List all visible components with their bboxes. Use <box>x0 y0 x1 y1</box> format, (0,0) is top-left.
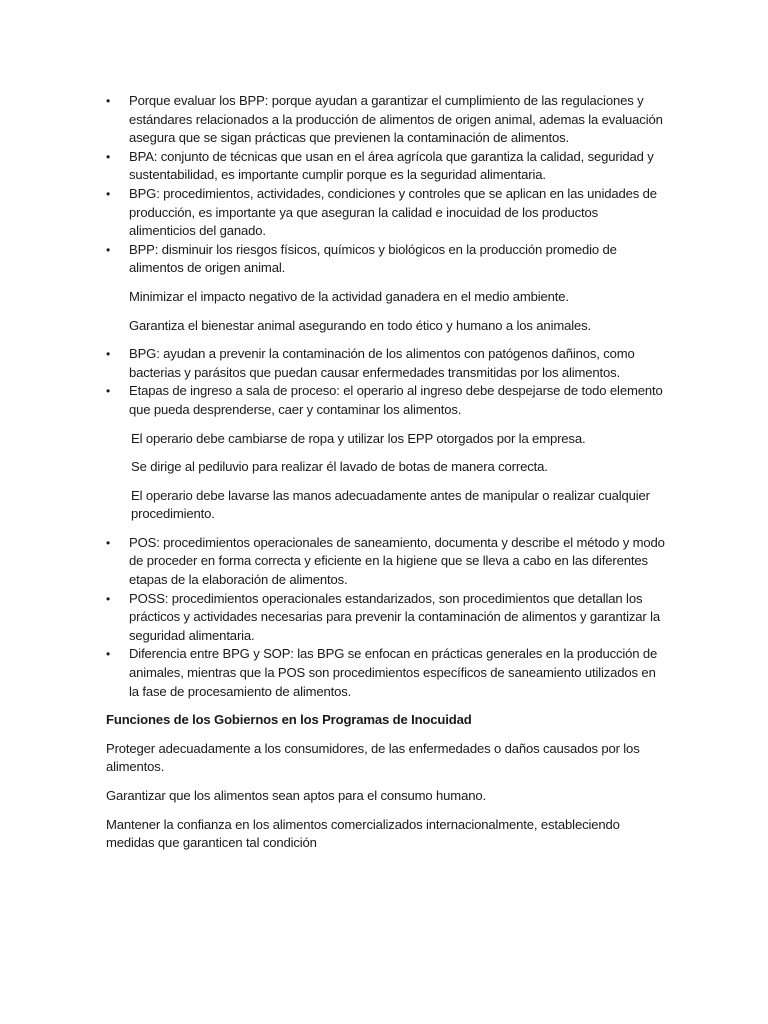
sub-paragraph: Garantiza el bienestar animal asegurando en todo ético y humano a los animales. <box>129 317 591 333</box>
list-item-text: POS: procedimientos operacionales de saneamiento, documenta y describe el método y modo de proceder en forma correcta y eficiente en la higiene que se lleva a cabo en las diferentes etapas de la elaboración de alimentos. <box>129 534 665 588</box>
list-item <box>106 534 666 590</box>
list-item-text: BPA: conjunto de técnicas que usan en el área agrícola que garantiza la calidad, seguridad y sustentabilidad, es importante cumplir porque es la seguridad alimentaria. <box>129 148 654 183</box>
list-item <box>106 148 666 185</box>
bullet-icon: • <box>106 347 111 362</box>
list-item-text: Etapas de ingreso a sala de proceso: el operario al ingreso debe despejarse de todo elemento que pueda desprenderse, caer y contaminar los alimentos. <box>129 383 663 417</box>
sub-paragraph: El operario debe lavarse las manos adecuadamente antes de manipular o realizar cualquier procedimiento. <box>131 487 650 522</box>
list-item-text: BPG: ayudan a prevenir la contaminación de los alimentos con patógenos dañinos, como bacterias y parásitos que puedan causar enfermedades transmitidas por los alimentos. <box>129 346 635 380</box>
paragraph: Mantener la confianza en los alimentos comercializados internacionalmente, estableciendo medidas que garanticen tal condición <box>106 816 620 851</box>
list-item <box>106 92 666 148</box>
bullet-icon: • <box>106 242 111 257</box>
bullet-icon: • <box>106 647 111 662</box>
bullet-icon: • <box>106 384 111 399</box>
list-item-text: POSS: procedimientos operacionales estandarizados, son procedimientos que detallan los prácticos y actividades necesarias para prevenir la contaminación de alimentos y garantizar la seguridad alimentaria. <box>129 590 661 643</box>
list-item <box>106 241 666 278</box>
bullet-list-2 <box>106 345 666 419</box>
list-item <box>106 382 666 419</box>
list-item-text: Porque evaluar los BPP: porque ayudan a garantizar el cumplimiento de las regulaciones y estándares relacionados a la producción de alimentos de origen animal, ademas la evaluación asegura que se sigan prácticas que previenen la contaminación de alimentos. <box>129 93 663 146</box>
list-item-text: BPP: disminuir los riesgos físicos, químicos y biológicos en la producción promedio de alimentos de origen animal. <box>129 241 617 276</box>
paragraph: Garantizar que los alimentos sean aptos para el consumo humano. <box>106 788 486 803</box>
sub-paragraph: Se dirige al pediluvio para realizar él lavado de botas de manera correcta. <box>131 459 548 475</box>
list-item <box>106 590 666 646</box>
bullet-icon: • <box>106 591 111 606</box>
list-item-text: Diferencia entre BPG y SOP: las BPG se enfocan en prácticas generales en la producción de animales, mientras que la POS son procedimientos específicos de saneamiento utilizados en la fase de procesamiento de alimentos. <box>129 646 658 699</box>
paragraph: Proteger adecuadamente a los consumidores, de las enfermedades o daños causados por los alimentos. <box>106 740 640 775</box>
sub-paragraph: El operario debe cambiarse de ropa y utilizar los EPP otorgados por la empresa. <box>131 430 586 446</box>
list-item <box>106 645 666 701</box>
bullet-icon: • <box>106 149 111 164</box>
list-item <box>106 185 666 241</box>
sub-paragraph: Minimizar el impacto negativo de la actividad ganadera en el medio ambiente. <box>129 288 569 304</box>
list-item-text: BPG: procedimientos, actividades, condiciones y controles que se aplican en las unidades de producción, es importante ya que aseguran la calidad e inocuidad de los productos alimenticios del ganado. <box>129 185 657 239</box>
section-heading: Funciones de los Gobiernos en los Programas de Inocuidad <box>106 712 472 728</box>
bullet-list-3 <box>106 534 666 701</box>
list-item <box>106 345 666 382</box>
bullet-icon: • <box>106 94 111 108</box>
document-body <box>106 92 666 863</box>
bullet-list-1 <box>106 92 666 278</box>
bullet-icon: • <box>106 535 111 550</box>
bullet-icon: • <box>106 186 111 201</box>
